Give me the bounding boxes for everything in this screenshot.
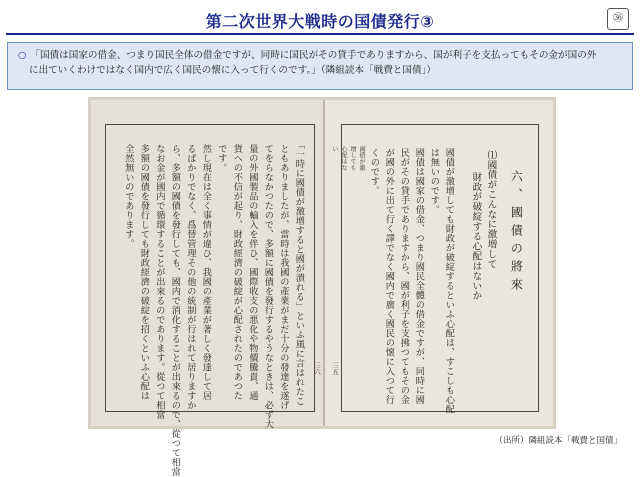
scanned-booklet-image (88, 97, 556, 477)
page-title: 第二次世界大戦時の国債発行③ (205, 12, 435, 31)
right-page-column: が國の外に出て行く譯でなく國内で廣く國民の懐に入つて行 (383, 148, 395, 405)
left-page-column: 全然無いのであります。 (122, 144, 134, 249)
subheading-2: 財政が破綻する心配はないか (470, 172, 482, 301)
right-page-column: 國債が激增しても財政が破綻するといふ心配は、すこしも心配 (443, 148, 455, 414)
source-citation: （出所）隣組読本「戦費と国債」 (494, 436, 622, 446)
page-number-badge: ㊱ (607, 8, 629, 30)
right-page-column: 民がその貸手でありますから、國が利子を支拂つてもその金 (398, 148, 410, 405)
quote-line-2: に出ていくわけではなく国内で広く国民の懐に入って行くのです。」（隣組読本「戦費と国債」） (29, 65, 436, 76)
margin-note (321, 134, 375, 178)
margin-note-line: 國債が激 (358, 145, 365, 171)
margin-note-line: 心配はな (340, 145, 347, 171)
left-page-column: ら、多額の國債を發行しても、國内で消化することが出來るので、從つて相當 (169, 144, 181, 477)
booklet-left-page (91, 100, 325, 477)
left-page-column: です。 (215, 144, 227, 173)
left-page-column: ともありましたが、當時は我國の產業がまだ十分の發達を遂げ (277, 144, 289, 410)
quote-box (7, 42, 633, 90)
left-page-column: なお金が國内で循環することが出來るのであります。從つて相當 (153, 144, 165, 420)
chapter-title: 六、國債の將來 (509, 170, 524, 296)
subheading-1: ⑴國債がこんなに激増して (485, 150, 497, 269)
bullet-icon: ○ (18, 50, 27, 61)
right-page-column: くのです。 (368, 148, 380, 196)
left-page-number: 三六 (313, 362, 321, 375)
margin-note-line: い (331, 145, 338, 153)
left-page-column: 多額の國債を發行しても財政經濟の破綻を招くといふ心配は (138, 144, 150, 401)
left-page-column: 量の外國製品の輸入を伴ひ、國際收支の悪化や物價騰貴、通 (246, 144, 258, 401)
margin-note-line: 增しても (349, 145, 356, 171)
quote-text-1: 「国債は国家の借金、つまり国民全体の借金ですが、同時に国民がその貸手でありますから、国が利子を支払ってもその金が国の外 (30, 50, 597, 61)
title-underline (6, 33, 634, 35)
quote-line-1 (18, 48, 624, 63)
right-page-column: は無いのです。 (428, 148, 440, 215)
left-page-column: るばかりでなく、爲替管理その他の統制が行はれて居りますか (184, 144, 196, 410)
left-page-column: 貨への不信が起り、財政經濟の破綻が心配されたのであつた (231, 144, 243, 401)
booklet-right-page (325, 100, 553, 426)
right-page-column: 國債は國家の借金、つまり國民全體の借金ですが、同時に國 (413, 148, 425, 405)
right-page-number: 三五 (331, 362, 339, 375)
left-page-column: 「一時に國債が激增すると國が潰れる」といふ風に言はれたこ (293, 140, 305, 406)
left-page-column: てをらなかつたので、多額に國債を發行するやうなときは、必ず大 (262, 144, 274, 429)
left-page-column: 然し現在は全く事情が違ひ、我國の產業が著しく發達して居 (200, 144, 212, 401)
